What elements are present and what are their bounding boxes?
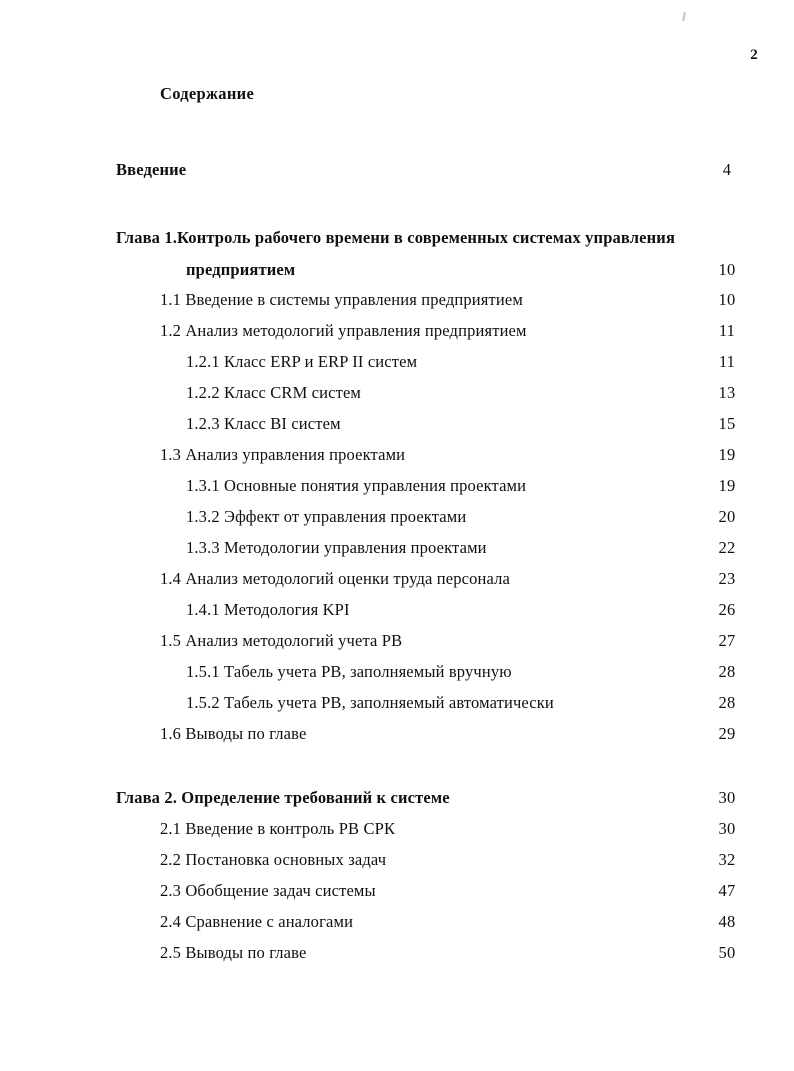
- toc-entry-page-number: 27: [718, 631, 736, 650]
- toc-entry-label: 2.1 Введение в контроль РВ СРК: [160, 819, 396, 838]
- toc-entry-label: 1.1 Введение в системы управления предприятием: [160, 290, 523, 309]
- toc-entry-page-number: 20: [718, 507, 736, 526]
- toc-entry[interactable]: [0, 352, 794, 378]
- toc-entry-label: 1.2 Анализ методологий управления предприятием: [160, 321, 527, 340]
- toc-entry-page-number: 30: [718, 819, 736, 838]
- toc-entry-page-number: 11: [718, 352, 736, 371]
- toc-entry-label: Глава 2. Определение требований к системе: [116, 788, 450, 807]
- toc-entry-page-number: 29: [718, 724, 736, 743]
- toc-entry-label: Введение: [116, 160, 187, 179]
- toc-entry-page-number: 15: [718, 414, 736, 433]
- toc-entry-label: 2.5 Выводы по главе: [160, 943, 307, 962]
- toc-entry-page-number: 23: [718, 569, 736, 588]
- toc-entry-label: 1.5 Анализ методологий учета РВ: [160, 631, 403, 650]
- toc-entry[interactable]: [0, 819, 794, 845]
- toc-entry-page-number: 50: [718, 943, 736, 962]
- toc-entry[interactable]: [0, 160, 794, 186]
- toc-entry[interactable]: [0, 476, 794, 502]
- toc-entry[interactable]: [0, 383, 794, 409]
- toc-entry-page-number: 32: [718, 850, 736, 869]
- toc-entry[interactable]: [0, 538, 794, 564]
- toc-entry[interactable]: [0, 850, 794, 876]
- toc-entry[interactable]: [0, 912, 794, 938]
- toc-entry[interactable]: [0, 881, 794, 907]
- scan-artifact-speck: [682, 12, 686, 21]
- toc-entry-page-number: 13: [718, 383, 736, 402]
- toc-entry[interactable]: [0, 445, 794, 471]
- toc-entry-label: 2.2 Постановка основных задач: [160, 850, 387, 869]
- toc-entry-page-number: 10: [718, 290, 736, 309]
- toc-entry-label: Глава 1.Контроль рабочего времени в современных системах управления: [116, 228, 676, 247]
- toc-entry[interactable]: [0, 260, 794, 286]
- toc-entry-label: 2.3 Обобщение задач системы: [160, 881, 376, 900]
- toc-entry-label: 1.3.2 Эффект от управления проектами: [186, 507, 467, 526]
- toc-entry[interactable]: [0, 724, 794, 750]
- toc-entry[interactable]: [0, 662, 794, 688]
- toc-entry-label: 1.2.3 Класс BI систем: [186, 414, 341, 433]
- toc-entry-label: 1.2.2 Класс CRM систем: [186, 383, 362, 402]
- toc-entry[interactable]: [0, 788, 794, 814]
- toc-entry-page-number: 19: [718, 445, 736, 464]
- toc-entry-page-number: 11: [718, 321, 736, 340]
- toc-entry[interactable]: [0, 321, 794, 347]
- toc-entry-label: 1.3 Анализ управления проектами: [160, 445, 406, 464]
- toc-entry[interactable]: [0, 943, 794, 969]
- toc-entry-label: предприятием: [186, 260, 296, 279]
- toc-entry[interactable]: [0, 600, 794, 626]
- toc-entry-label: 1.3.1 Основные понятия управления проектами: [186, 476, 527, 495]
- toc-entry-page-number: 48: [718, 912, 736, 931]
- toc-entry-page-number: 19: [718, 476, 736, 495]
- toc-entry-label: 1.5.1 Табель учета РВ, заполняемый вручную: [186, 662, 512, 681]
- toc-entry-label: 1.4 Анализ методологий оценки труда персонала: [160, 569, 510, 588]
- toc-entry-page-number: 10: [718, 260, 736, 279]
- toc-entry-page-number: 26: [718, 600, 736, 619]
- toc-entry-page-number: 28: [718, 693, 736, 712]
- toc-entry-label: 2.4 Сравнение с аналогами: [160, 912, 354, 931]
- toc-entry-page-number: 28: [718, 662, 736, 681]
- toc-entry-label: 1.2.1 Класс ERP и ERP II систем: [186, 352, 418, 371]
- toc-entry[interactable]: [0, 290, 794, 316]
- toc-entry[interactable]: [0, 414, 794, 440]
- toc-entry-label: 1.4.1 Методология KPI: [186, 600, 350, 619]
- page-number: 2: [750, 47, 758, 63]
- toc-entry[interactable]: [0, 228, 794, 254]
- page-title: Содержание: [160, 84, 255, 103]
- toc-entry-page-number: 4: [722, 160, 732, 179]
- toc-entry-page-number: 47: [718, 881, 736, 900]
- toc-entry[interactable]: [0, 569, 794, 595]
- toc-entry[interactable]: [0, 631, 794, 657]
- toc-entry-page-number: 30: [718, 788, 736, 807]
- toc-entry-label: 1.3.3 Методологии управления проектами: [186, 538, 487, 557]
- toc-entry-label: 1.5.2 Табель учета РВ, заполняемый автоматически: [186, 693, 554, 712]
- toc-entry[interactable]: [0, 693, 794, 719]
- toc-entry-page-number: 22: [718, 538, 736, 557]
- toc-entry-label: 1.6 Выводы по главе: [160, 724, 307, 743]
- toc-entry[interactable]: [0, 507, 794, 533]
